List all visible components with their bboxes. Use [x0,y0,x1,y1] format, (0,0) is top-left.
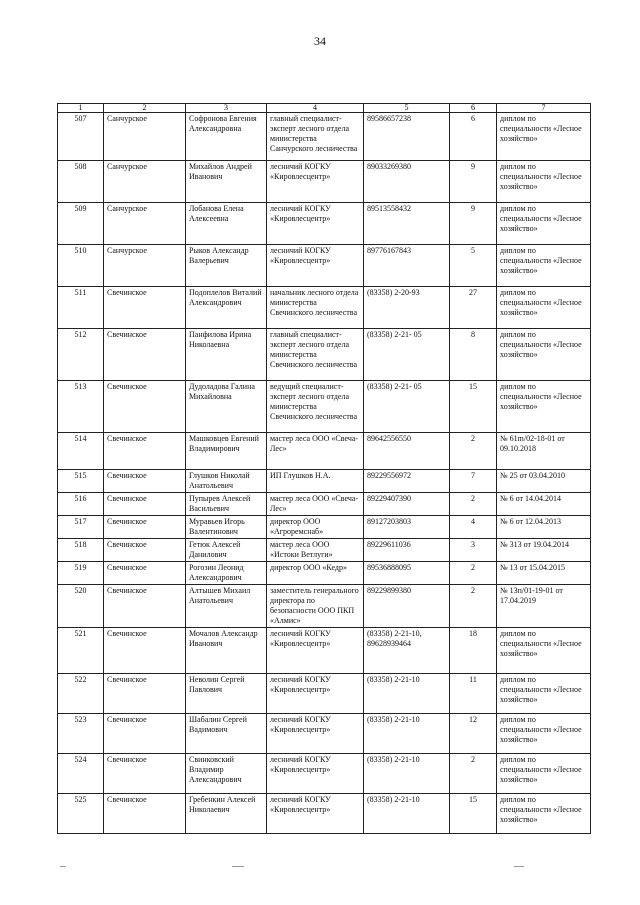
experience-cell: 2 [450,585,497,628]
page-number: 34 [314,34,326,48]
row-number: 513 [58,381,104,433]
row-number: 521 [58,628,104,674]
document-cell: № 61m/02-18-01 от 09.10.2018 [497,433,591,470]
position-cell: начальник лесного отдела министерства Свечинского лесничества [267,287,364,329]
district-cell: Санчурское [104,161,186,203]
name-cell: Мочалов Александр Иванович [186,628,267,674]
row-number: 517 [58,516,104,539]
table-row [58,113,591,161]
row-number: 520 [58,585,104,628]
position-cell: главный специалист-эксперт лесного отдела министерства Санчурского лесничества [267,113,364,161]
row-number: 519 [58,562,104,585]
district-cell: Свечинское [104,754,186,794]
document-cell: диплом по специальности «Лесное хозяйство» [497,714,591,754]
phone-cell: (83358) 2-21-10 [364,674,450,714]
table-row [58,203,591,245]
document-cell: № 6 от 12.04.2013 [497,516,591,539]
scan-mark [232,866,244,867]
registry-table [57,103,591,834]
experience-cell: 6 [450,113,497,161]
table-row [58,161,591,203]
table-row [58,470,591,493]
district-cell: Свечинское [104,516,186,539]
phone-cell: 89229611036 [364,539,450,562]
position-cell: директор ООО «Кедр» [267,562,364,585]
phone-cell: (83358) 2-21- 05 [364,329,450,381]
table-row [58,714,591,754]
experience-cell: 2 [450,754,497,794]
district-cell: Свечинское [104,794,186,834]
name-cell: Машковцев Евгений Владимирович [186,433,267,470]
row-number: 522 [58,674,104,714]
position-cell: ИП Глушков Н.А. [267,470,364,493]
document-cell: диплом по специальности «Лесное хозяйство» [497,113,591,161]
name-cell: Рыков Александр Валерьевич [186,245,267,287]
row-number: 514 [58,433,104,470]
experience-cell: 11 [450,674,497,714]
district-cell: Санчурское [104,113,186,161]
phone-cell: (83358) 2-21- 05 [364,381,450,433]
phone-cell: 89536888095 [364,562,450,585]
district-cell: Свечинское [104,562,186,585]
table-row [58,493,591,516]
row-number: 507 [58,113,104,161]
district-cell: Свечинское [104,628,186,674]
position-cell: лесничий КОГКУ «Кировлесцентр» [267,628,364,674]
row-number: 516 [58,493,104,516]
row-number: 511 [58,287,104,329]
experience-cell: 5 [450,245,497,287]
document-cell: диплом по специальности «Лесное хозяйство» [497,628,591,674]
phone-cell: 89127203803 [364,516,450,539]
position-cell: лесничий КОГКУ «Кировлесцентр» [267,754,364,794]
table-row [58,516,591,539]
name-cell: Дудоладова Галина Михайловна [186,381,267,433]
document-cell: диплом по специальности «Лесное хозяйство» [497,245,591,287]
name-cell: Подоплелов Виталий Александрович [186,287,267,329]
district-cell: Свечинское [104,329,186,381]
phone-cell: 89513558432 [364,203,450,245]
experience-cell: 9 [450,161,497,203]
phone-cell: 89229899380 [364,585,450,628]
table-row [58,585,591,628]
name-cell: Михайлов Андрей Иванович [186,161,267,203]
name-cell: Панфилова Ирина Николаевна [186,329,267,381]
name-cell: Гребенкин Алексей Николаевич [186,794,267,834]
position-cell: мастер леса ООО «Свеча-Лес» [267,433,364,470]
row-number: 525 [58,794,104,834]
phone-cell: 89586657238 [364,113,450,161]
row-number: 510 [58,245,104,287]
name-cell: Глушков Николай Анатольевич [186,470,267,493]
experience-cell: 15 [450,794,497,834]
document-cell: диплом по специальности «Лесное хозяйство» [497,161,591,203]
position-cell: лесничий КОГКУ «Кировлесцентр» [267,714,364,754]
document-cell: № 13 от 15.04.2015 [497,562,591,585]
row-number: 509 [58,203,104,245]
position-cell: главный специалист-эксперт лесного отдела министерства Свечинского лесничества [267,329,364,381]
experience-cell: 2 [450,433,497,470]
table-row [58,245,591,287]
row-number: 515 [58,470,104,493]
experience-cell: 2 [450,562,497,585]
phone-cell: 89033269380 [364,161,450,203]
position-cell: лесничий КОГКУ «Кировлесцентр» [267,203,364,245]
phone-cell: 89642556550 [364,433,450,470]
district-cell: Санчурское [104,245,186,287]
position-cell: лесничий КОГКУ «Кировлесцентр» [267,245,364,287]
district-cell: Свечинское [104,381,186,433]
table-row [58,628,591,674]
row-number: 524 [58,754,104,794]
phone-cell: 89776167843 [364,245,450,287]
column-header: 3 [186,104,267,113]
document-cell: диплом по специальности «Лесное хозяйство» [497,287,591,329]
row-number: 523 [58,714,104,754]
name-cell: Софронова Евгения Александровна [186,113,267,161]
document-cell: № 313 от 19.04.2014 [497,539,591,562]
table-row [58,539,591,562]
district-cell: Свечинское [104,585,186,628]
phone-cell: 89229407390 [364,493,450,516]
phone-cell: 89229556972 [364,470,450,493]
district-cell: Свечинское [104,674,186,714]
column-header: 2 [104,104,186,113]
name-cell: Гетюк Алексей Данилович [186,539,267,562]
table-row [58,381,591,433]
document-cell: № 13п/01-19-01 от 17.04.2019 [497,585,591,628]
name-cell: Шабалин Сергей Вадимович [186,714,267,754]
scan-mark [60,866,66,867]
experience-cell: 18 [450,628,497,674]
experience-cell: 3 [450,539,497,562]
position-cell: директор ООО «Агроремснаб» [267,516,364,539]
table-row [58,562,591,585]
document-cell: диплом по специальности «Лесное хозяйство» [497,329,591,381]
table-body [58,104,591,834]
column-header: 1 [58,104,104,113]
document-cell: диплом по специальности «Лесное хозяйство» [497,794,591,834]
district-cell: Свечинское [104,287,186,329]
experience-cell: 7 [450,470,497,493]
document-cell: диплом по специальности «Лесное хозяйство» [497,674,591,714]
document-cell: диплом по специальности «Лесное хозяйство» [497,381,591,433]
position-cell: мастер леса ООО «Свеча-Лес» [267,493,364,516]
table-row [58,329,591,381]
table-header-row [58,104,591,113]
column-header: 7 [497,104,591,113]
name-cell: Алтышев Михаил Анатольевич [186,585,267,628]
position-cell: лесничий КОГКУ «Кировлесцентр» [267,161,364,203]
document-cell: диплом по специальности «Лесное хозяйство» [497,203,591,245]
district-cell: Свечинское [104,493,186,516]
table-row [58,754,591,794]
table-row [58,794,591,834]
position-cell: лесничий КОГКУ «Кировлесцентр» [267,794,364,834]
scan-marks [0,866,640,876]
column-header: 4 [267,104,364,113]
document-cell: № 25 от 03.04.2010 [497,470,591,493]
row-number: 508 [58,161,104,203]
name-cell: Лобанова Елена Алексеевна [186,203,267,245]
table-row [58,287,591,329]
position-cell: заместитель генерального директора по безопасности ООО ПКП «Алмис» [267,585,364,628]
experience-cell: 15 [450,381,497,433]
name-cell: Муравьев Игорь Валентинович [186,516,267,539]
table-row [58,433,591,470]
experience-cell: 8 [450,329,497,381]
name-cell: Неволин Сергей Павлович [186,674,267,714]
column-header: 6 [450,104,497,113]
position-cell: ведущий специалист-эксперт лесного отдела министерства Свечинского лесничества [267,381,364,433]
experience-cell: 12 [450,714,497,754]
experience-cell: 4 [450,516,497,539]
position-cell: лесничий КОГКУ «Кировлесцентр» [267,674,364,714]
experience-cell: 27 [450,287,497,329]
row-number: 512 [58,329,104,381]
phone-cell: (83358) 2-21-10, 89628939464 [364,628,450,674]
experience-cell: 2 [450,493,497,516]
document-cell: диплом по специальности «Лесное хозяйство» [497,754,591,794]
name-cell: Рогозин Леонид Александрович [186,562,267,585]
phone-cell: (83358) 2-20-93 [364,287,450,329]
position-cell: мастер леса ООО «Истоки Ветлуги» [267,539,364,562]
scan-mark [514,866,524,867]
row-number: 518 [58,539,104,562]
phone-cell: (83358) 2-21-10 [364,794,450,834]
name-cell: Свинковский Владимир Александрович [186,754,267,794]
column-header: 5 [364,104,450,113]
district-cell: Свечинское [104,539,186,562]
district-cell: Свечинское [104,433,186,470]
district-cell: Свечинское [104,470,186,493]
phone-cell: (83358) 2-21-10 [364,714,450,754]
table-row [58,674,591,714]
phone-cell: (83358) 2-21-10 [364,754,450,794]
experience-cell: 9 [450,203,497,245]
district-cell: Санчурское [104,203,186,245]
district-cell: Свечинское [104,714,186,754]
name-cell: Пупырев Алексей Васильевич [186,493,267,516]
document-cell: № 6 от 14.04.2014 [497,493,591,516]
